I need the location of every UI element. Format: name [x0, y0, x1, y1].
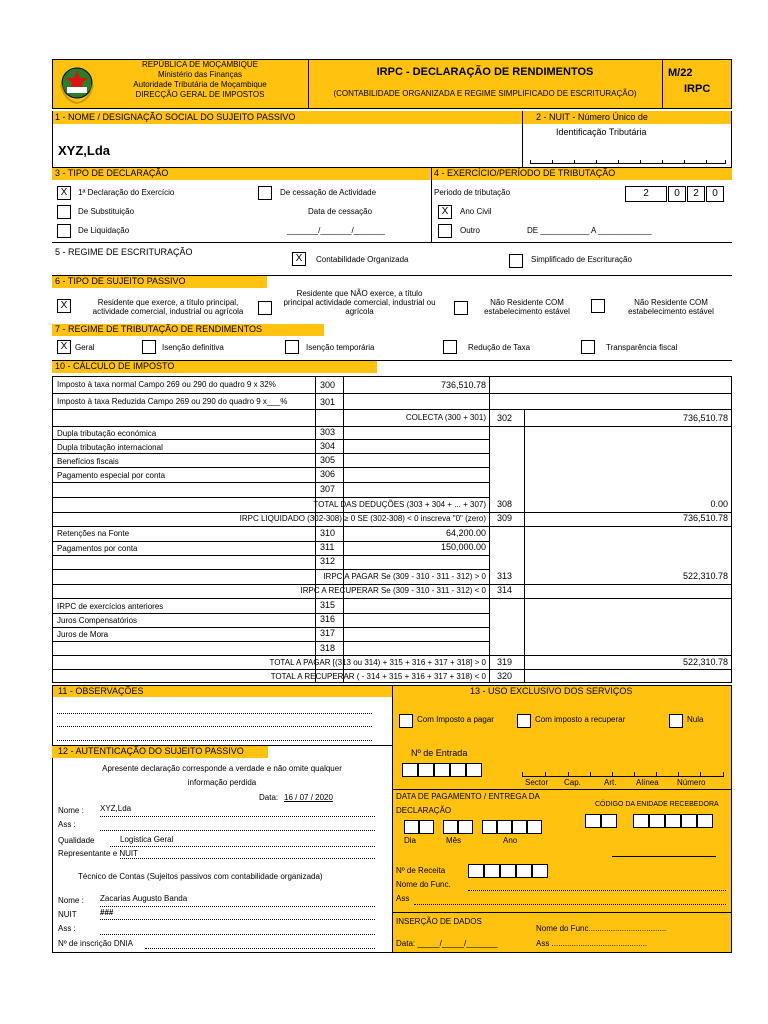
year-digit-2[interactable]: 0 [668, 186, 686, 202]
gov-line-1: REPÚBLICA DE MOÇAMBIQUE [141, 60, 259, 69]
s7-geral-checkbox[interactable]: X [57, 340, 71, 354]
s12-title: 12 - AUTENTICAÇÃO DO SUJEITO PASSIVO [58, 746, 244, 756]
s5-contabilidade-checkbox[interactable]: X [292, 252, 306, 266]
r305-label: Benefícios fiscais [57, 457, 119, 466]
ano-box-3[interactable] [512, 820, 527, 834]
r302-label: COLECTA (300 + 301) [405, 413, 486, 422]
s2-title-2: Identificação Tributária [556, 127, 647, 137]
r311-value[interactable]: 150,000.00 [440, 542, 486, 552]
codigo-box-5[interactable] [665, 814, 681, 828]
receita-box-2[interactable] [484, 864, 500, 878]
r310-value[interactable]: 64,200.00 [445, 528, 486, 538]
s6-opt1-line2: actividade comercial, industrial ou agrícola [92, 307, 244, 316]
s12-ass-label: Ass : [58, 820, 76, 829]
r316-label: Juros Compensatórios [57, 616, 138, 625]
s7-geral-label: Geral [75, 343, 95, 352]
s3-cess-date-field[interactable]: _______/_______/_______ [287, 226, 385, 235]
s13-cap: Cap. [564, 778, 581, 787]
s13-data-field[interactable]: Data: _____/_____/_______ [396, 939, 498, 948]
codigo-box-6[interactable] [681, 814, 697, 828]
s7-isencao-temp-checkbox[interactable] [285, 340, 299, 354]
s3-opt4-label: De cessação de Actividade [280, 188, 377, 197]
s7-isencao-temp-label: Isenção temporária [306, 343, 375, 352]
r308-code: 308 [497, 499, 513, 509]
r301-label: Imposto à taxa Reduzida Campo 269 ou 290 do quadro 9 x___% [57, 397, 288, 406]
receita-box-5[interactable] [532, 864, 548, 878]
entrada-digit-2[interactable] [418, 763, 434, 777]
s4-outro-checkbox[interactable] [438, 224, 452, 238]
year-digit-3[interactable]: 2 [687, 186, 705, 202]
s12-decl-1: Apresente declaração corresponde a verdade e não omite qualquer [102, 764, 342, 773]
r306-code: 306 [320, 469, 336, 479]
s12-decl-2: informação perdida [187, 778, 257, 787]
s6-opt3-checkbox[interactable] [454, 301, 468, 315]
dia-box-2[interactable] [419, 820, 434, 834]
s6-opt4-line1: Não Residente COM [634, 298, 708, 307]
s13-numero: Número [677, 778, 706, 787]
r317-label: Juros de Mora [57, 630, 109, 639]
s3-cess-date-label: Data de cessação [308, 207, 373, 216]
s6-opt4-checkbox[interactable] [591, 299, 605, 313]
entrada-digit-4[interactable] [450, 763, 466, 777]
s10-title: 10 - CÁLCULO DE IMPOSTO [55, 361, 175, 371]
year-digit-1[interactable]: 2 [625, 186, 667, 202]
s7-transp-label: Transparência fiscal [606, 343, 678, 352]
s6-title: 6 - TIPO DE SUJEITO PASSIVO [55, 276, 186, 286]
r300-value[interactable]: 736,510.78 [440, 380, 486, 390]
s7-reducao-label: Redução de Taxa [468, 343, 531, 352]
s6-opt3-line1: Não Residente COM [490, 298, 564, 307]
s7-reducao-checkbox[interactable] [443, 340, 457, 354]
r302-code: 302 [497, 413, 513, 423]
r308-value[interactable]: 0.00 [710, 499, 728, 509]
s6-opt3-line2: estabelecimento estável [484, 307, 570, 316]
year-digit-4[interactable]: 0 [706, 186, 724, 202]
s6-opt4-line2: estabelecimento estável [628, 307, 714, 316]
entrada-digit-3[interactable] [434, 763, 450, 777]
r307-code: 307 [320, 484, 336, 494]
s3-first-declaration-checkbox[interactable]: X [57, 186, 71, 200]
s6-opt2-line3: agrícola [345, 307, 374, 316]
r300-label: Imposto à taxa normal Campo 269 ou 290 do quadro 9 x 32% [57, 380, 276, 389]
r309-label: IRPC LIQUIDADO (302-308) ≥ 0 SE (302-308) < 0 inscreva "0" (zero) [239, 514, 486, 523]
s4-title: 4 - EXERCÍCIO/PERÍODO DE TRIBUTAÇÃO [434, 168, 616, 178]
s12-dnia-label: Nº de inscrição DNIA [58, 939, 133, 948]
r308-label: TOTAL DAS DEDUÇÕES (303 + 304 + ... + 307) [313, 500, 486, 509]
s1-title: 1 - NOME / DESIGNAÇÃO SOCIAL DO SUJEITO PASSIVO [55, 112, 296, 122]
gov-line-2: Ministério das Finanças [157, 70, 243, 79]
r312-code: 312 [320, 556, 336, 566]
s12-date-label: Data: [259, 793, 279, 802]
s12-tnuit-label: NUIT [58, 910, 77, 919]
s6-opt2-line2: principal actividade comercial, industrial ou [283, 298, 436, 307]
r319-label: TOTAL A PAGAR [(313 ou 314) + 315 + 316 + 317 + 318] > 0 [269, 658, 486, 667]
r310-label: Retenções na Fonte [57, 529, 130, 538]
s12-qualidade-label: Qualidade [58, 836, 95, 845]
s12-qualidade-value[interactable]: Logistica Geral [120, 835, 174, 844]
s5-simplificado-checkbox[interactable] [509, 254, 523, 268]
r300-code: 300 [320, 380, 336, 390]
s3-opt1-label: 1ª Declaração do Exercício [78, 188, 175, 197]
s6-opt2-line1: Residente que NÃO exerce, a título [296, 289, 423, 298]
r304-label: Dupla tributação internacional [57, 443, 163, 452]
s5-title: 5 - REGIME DE ESCRITURAÇÃO [55, 247, 193, 257]
s7-isencao-def-checkbox[interactable] [142, 340, 156, 354]
r313-label: IRPC A PAGAR Se (309 - 310 - 311 - 312) > 0 [323, 572, 486, 581]
codigo-box-3[interactable] [633, 814, 649, 828]
form-model: M/22 [668, 67, 693, 79]
r302-value[interactable]: 736,510.78 [682, 413, 728, 423]
s12-date-value[interactable]: 16 / 07 / 2020 [284, 793, 333, 802]
mes-box-1[interactable] [443, 820, 458, 834]
s7-isencao-def-label: Isenção definitiva [162, 343, 224, 352]
s12-tecnico-label: Técnico de Contas (Sujeitos passivos com contabilidade organizada) [78, 872, 323, 881]
s13-nomefunc2-label[interactable]: Nome do Func................................... [536, 924, 667, 933]
s11-title: 11 - OBSERVAÇÕES [58, 686, 144, 696]
s4-outro-label: Outro [460, 226, 481, 235]
s13-opt3-label: Nula [687, 715, 704, 724]
r304-code: 304 [320, 441, 336, 451]
s6-opt1-checkbox[interactable]: X [57, 299, 71, 313]
r320-label: TOTAL A RECUPERAR ( - 314 + 315 + 316 + 317 + 318) < 0 [270, 672, 486, 681]
s12-tass-label: Ass : [58, 924, 76, 933]
form-tax: IRPC [684, 83, 711, 95]
taxpayer-name[interactable]: XYZ,Lda [58, 143, 111, 158]
gov-line-3: Autoridade Tributária de Moçambique [133, 80, 267, 89]
s13-pagamento-2: DECLARAÇÃO [396, 806, 452, 815]
s12-tnuit-value[interactable]: ### [100, 908, 114, 917]
s13-pagamento-1: DATA DE PAGAMENTO / ENTREGA DA [396, 792, 540, 801]
s13-recuperar-checkbox[interactable] [517, 714, 531, 728]
s4-ano-civil-checkbox[interactable]: X [438, 205, 452, 219]
emblem-icon [57, 63, 97, 105]
s3-title: 3 - TIPO DE DECLARAÇÃO [55, 168, 169, 178]
s13-opt1-label: Com Imposto a pagar [417, 715, 494, 724]
r318-code: 318 [320, 643, 336, 653]
r301-code: 301 [320, 397, 336, 407]
s4-ano-civil-label: Ano Civil [460, 207, 492, 216]
r311-label: Pagamentos por conta [57, 544, 138, 553]
s13-nula-checkbox[interactable] [669, 714, 683, 728]
ano-box-1[interactable] [482, 820, 497, 834]
s12-nome-label: Nome : [58, 806, 84, 815]
s13-entrada-label: Nº de Entrada [411, 748, 468, 758]
receita-box-1[interactable] [468, 864, 484, 878]
r316-code: 316 [320, 614, 336, 624]
r320-code: 320 [497, 671, 513, 681]
form-subtitle: (CONTABILIDADE ORGANIZADA E REGIME SIMPLIFICADO DE ESCRITURAÇÃO) [333, 89, 637, 98]
r303-code: 303 [320, 427, 336, 437]
form-title: IRPC - DECLARAÇÃO DE RENDIMENTOS [376, 66, 594, 78]
ano-box-2[interactable] [497, 820, 512, 834]
r313-code: 313 [497, 571, 513, 581]
s13-title: 13 - USO EXCLUSIVO DOS SERVIÇOS [470, 686, 633, 696]
s12-rep-label: Representante e NUIT [58, 849, 139, 858]
r313-value[interactable]: 522,310.78 [682, 571, 728, 581]
r319-code: 319 [497, 657, 513, 667]
s13-dia: Dia [404, 836, 417, 845]
s7-transp-checkbox[interactable] [581, 340, 595, 354]
entrada-digit-5[interactable] [466, 763, 482, 777]
r305-code: 305 [320, 455, 336, 465]
s13-sector: Sector [525, 778, 549, 787]
codigo-box-7[interactable] [697, 814, 713, 828]
entrada-digit-1[interactable] [402, 763, 418, 777]
s13-mes: Mês [446, 836, 462, 845]
s13-opt2-label: Com imposto a recuperar [535, 715, 626, 724]
s13-ass-label: Ass [396, 894, 410, 903]
r315-label: IRPC de exercícios anteriores [57, 602, 164, 611]
codigo-box-4[interactable] [649, 814, 665, 828]
s5-opt1-label: Contabilidade Organizada [316, 255, 409, 264]
s13-ano: Ano [503, 836, 518, 845]
s6-opt1-line1: Residente que exerce, a título principal, [97, 298, 239, 307]
r319-value[interactable]: 522,310.78 [682, 657, 728, 667]
s3-substitution-checkbox[interactable] [57, 205, 71, 219]
s13-nomefunc-label: Nome do Func. [396, 880, 451, 889]
r311-code: 311 [320, 542, 335, 552]
s5-opt2-label: Simplificado de Escrituração [531, 255, 632, 264]
s12-nome-value[interactable]: XYZ,Lda [100, 804, 132, 813]
s13-codigo: CÓDIGO DA ENIDADE RECEBEDORA [595, 801, 719, 808]
s4-period-label: Periodo de tributação [434, 188, 511, 197]
s7-title: 7 - REGIME DE TRIBUTAÇÃO DE RENDIMENTOS [55, 324, 263, 334]
r309-code: 309 [497, 513, 513, 523]
codigo-box-1[interactable] [585, 814, 601, 828]
s12-tnome-label: Nome : [58, 896, 84, 905]
r309-value[interactable]: 736,510.78 [682, 513, 728, 523]
s13-alinea: Alínea [636, 778, 659, 787]
s3-cessation-checkbox[interactable] [258, 186, 272, 200]
r317-code: 317 [320, 628, 336, 638]
gov-line-4: DIRECÇÃO GERAL DE IMPOSTOS [135, 90, 265, 99]
receita-box-4[interactable] [516, 864, 532, 878]
r314-label: IRPC A RECUPERAR Se (309 - 310 - 311 - 312) < 0 [300, 586, 486, 595]
s13-insercao-label: INSERÇÃO DE DADOS [396, 917, 482, 926]
s3-opt3-label: De Liquidação [78, 226, 130, 235]
s3-opt2-label: De Substituição [78, 207, 135, 216]
s13-ass2-label[interactable]: Ass ........................................... [536, 939, 648, 948]
receita-box-3[interactable] [500, 864, 516, 878]
s13-art: Art. [604, 778, 617, 787]
r306-label: Pagamento especial por conta [57, 471, 166, 480]
s4-de-a-field[interactable]: DE ___________ A ____________ [527, 226, 652, 235]
r314-code: 314 [497, 585, 513, 595]
mes-box-2[interactable] [458, 820, 473, 834]
s6-opt2-checkbox[interactable] [258, 301, 272, 315]
s13-receita-label: Nº de Receita [396, 866, 446, 875]
s12-tnome-value[interactable]: Zacarias Augusto Banda [100, 894, 188, 903]
codigo-box-2[interactable] [601, 814, 617, 828]
r310-code: 310 [320, 528, 336, 538]
dia-box-1[interactable] [404, 820, 419, 834]
ano-box-4[interactable] [527, 820, 542, 834]
s2-title: 2 - NUIT - Número Único de [536, 112, 648, 122]
r315-code: 315 [320, 600, 336, 610]
r303-label: Dupla tributação económica [57, 429, 157, 438]
s13-pagar-checkbox[interactable] [399, 714, 413, 728]
s3-liquidation-checkbox[interactable] [57, 224, 71, 238]
